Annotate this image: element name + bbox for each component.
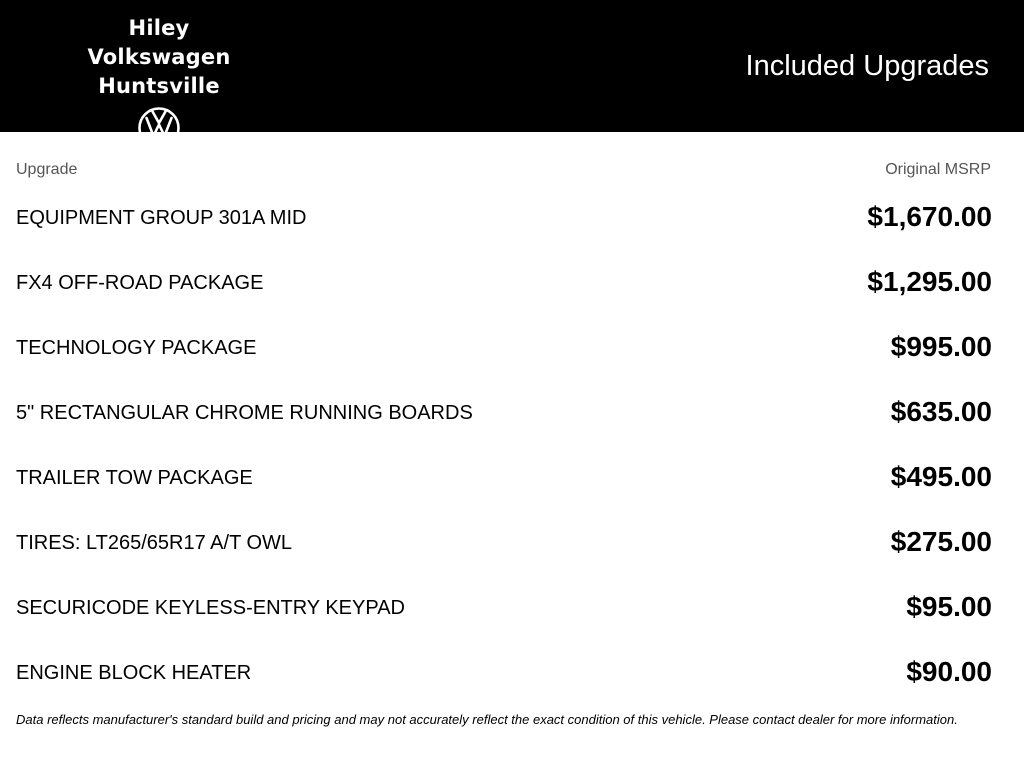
upgrade-name: SECURICODE KEYLESS-ENTRY KEYPAD: [16, 597, 406, 619]
upgrade-row: [0, 640, 1024, 705]
upgrade-name: TIRES: LT265/65R17 A/T OWL: [16, 532, 293, 554]
column-header-upgrade: Upgrade: [16, 161, 78, 178]
upgrade-name: EQUIPMENT GROUP 301A MID: [16, 207, 307, 229]
vw-logo-icon: [137, 106, 181, 150]
upgrade-row: [0, 510, 1024, 575]
column-header-msrp: Original MSRP: [885, 161, 991, 178]
upgrade-row: [0, 575, 1024, 640]
upgrade-price: $1,670.00: [867, 201, 992, 232]
page-header: [0, 0, 1024, 132]
upgrades-list: [0, 185, 1024, 705]
upgrade-price: $275.00: [890, 526, 992, 557]
dealer-name-line1: Hiley Volkswagen: [87, 16, 231, 69]
upgrade-row: [0, 380, 1024, 445]
upgrade-price: $90.00: [906, 656, 992, 687]
disclaimer-text: Data reflects manufacturer's standard build and pricing and may not accurately reflect the exact condition of this vehicle. Please contact dealer for more information.: [16, 712, 958, 727]
page-title: Included Upgrades: [745, 50, 989, 82]
upgrade-price: $635.00: [890, 396, 992, 427]
upgrade-name: 5" RECTANGULAR CHROME RUNNING BOARDS: [16, 402, 473, 424]
upgrade-row: [0, 445, 1024, 510]
dealer-name-line2: Huntsville: [98, 74, 220, 98]
upgrade-name: ENGINE BLOCK HEATER: [16, 662, 252, 684]
upgrade-name: TECHNOLOGY PACKAGE: [16, 337, 257, 359]
upgrade-row: [0, 250, 1024, 315]
upgrade-price: $995.00: [890, 331, 992, 362]
upgrade-price: $95.00: [906, 591, 992, 622]
upgrade-row: [0, 185, 1024, 250]
upgrade-name: TRAILER TOW PACKAGE: [16, 467, 253, 489]
dealer-logo: [56, 14, 262, 150]
upgrade-row: [0, 315, 1024, 380]
upgrade-price: $1,295.00: [867, 266, 992, 297]
upgrade-price: $495.00: [890, 461, 992, 492]
upgrade-name: FX4 OFF-ROAD PACKAGE: [16, 272, 264, 294]
